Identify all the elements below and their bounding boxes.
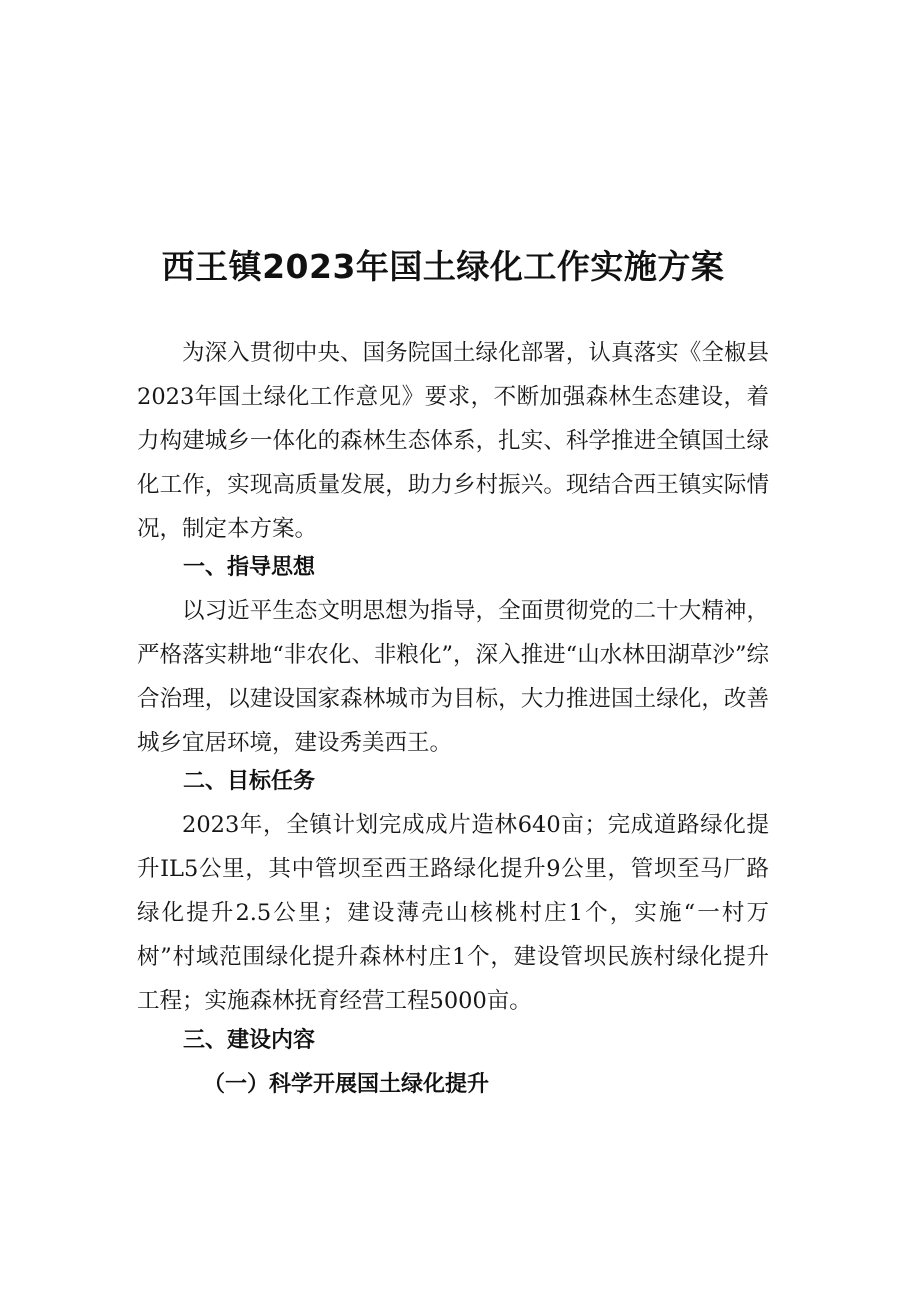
section-heading-guiding-ideology: 一、指导思想 bbox=[183, 555, 316, 580]
section-heading-construction-content: 三、建设内容 bbox=[183, 1028, 316, 1053]
guiding-ideology-paragraph: 以习近平生态文明思想为指导，全面贯彻党的二十大精神，严格落实耕地“非农化、非粮化”，深入推进“山水林田湖草沙”综合治理，以建设国家森林城市为目标，大力推进国土绿化，改善城乡宜居环境，建设秀美西王。 bbox=[137, 598, 769, 756]
document-title: 西王镇2023年国土绿化工作实施方案 bbox=[161, 247, 725, 286]
goals-tasks-paragraph: 2023年，全镇计划完成成片造林640亩；完成道路绿化提升IL5公里，其中管坝至西王路绿化提升9公里，管坝至马厂路绿化提升2.5公里；建设薄壳山核桃村庄1个，实施“一村万树”村域范围绿化提升森林村庄1个，建设管坝民族村绿化提升工程；实施森林抚育经营工程5000亩。 bbox=[137, 812, 769, 1014]
intro-paragraph: 为深入贯彻中央、国务院国土绿化部署，认真落实《全椒县2023年国土绿化工作意见》要求，不断加强森林生态建设，着力构建城乡一体化的森林生态体系，扎实、科学推进全镇国土绿化工作，实现高质量发展，助力乡村振兴。现结合西王镇实际情况，制定本方案。 bbox=[137, 340, 769, 542]
subsection-heading-greening-improvement: （一）科学开展国土绿化提升 bbox=[203, 1072, 490, 1097]
section-heading-goals-tasks: 二、目标任务 bbox=[183, 769, 316, 794]
